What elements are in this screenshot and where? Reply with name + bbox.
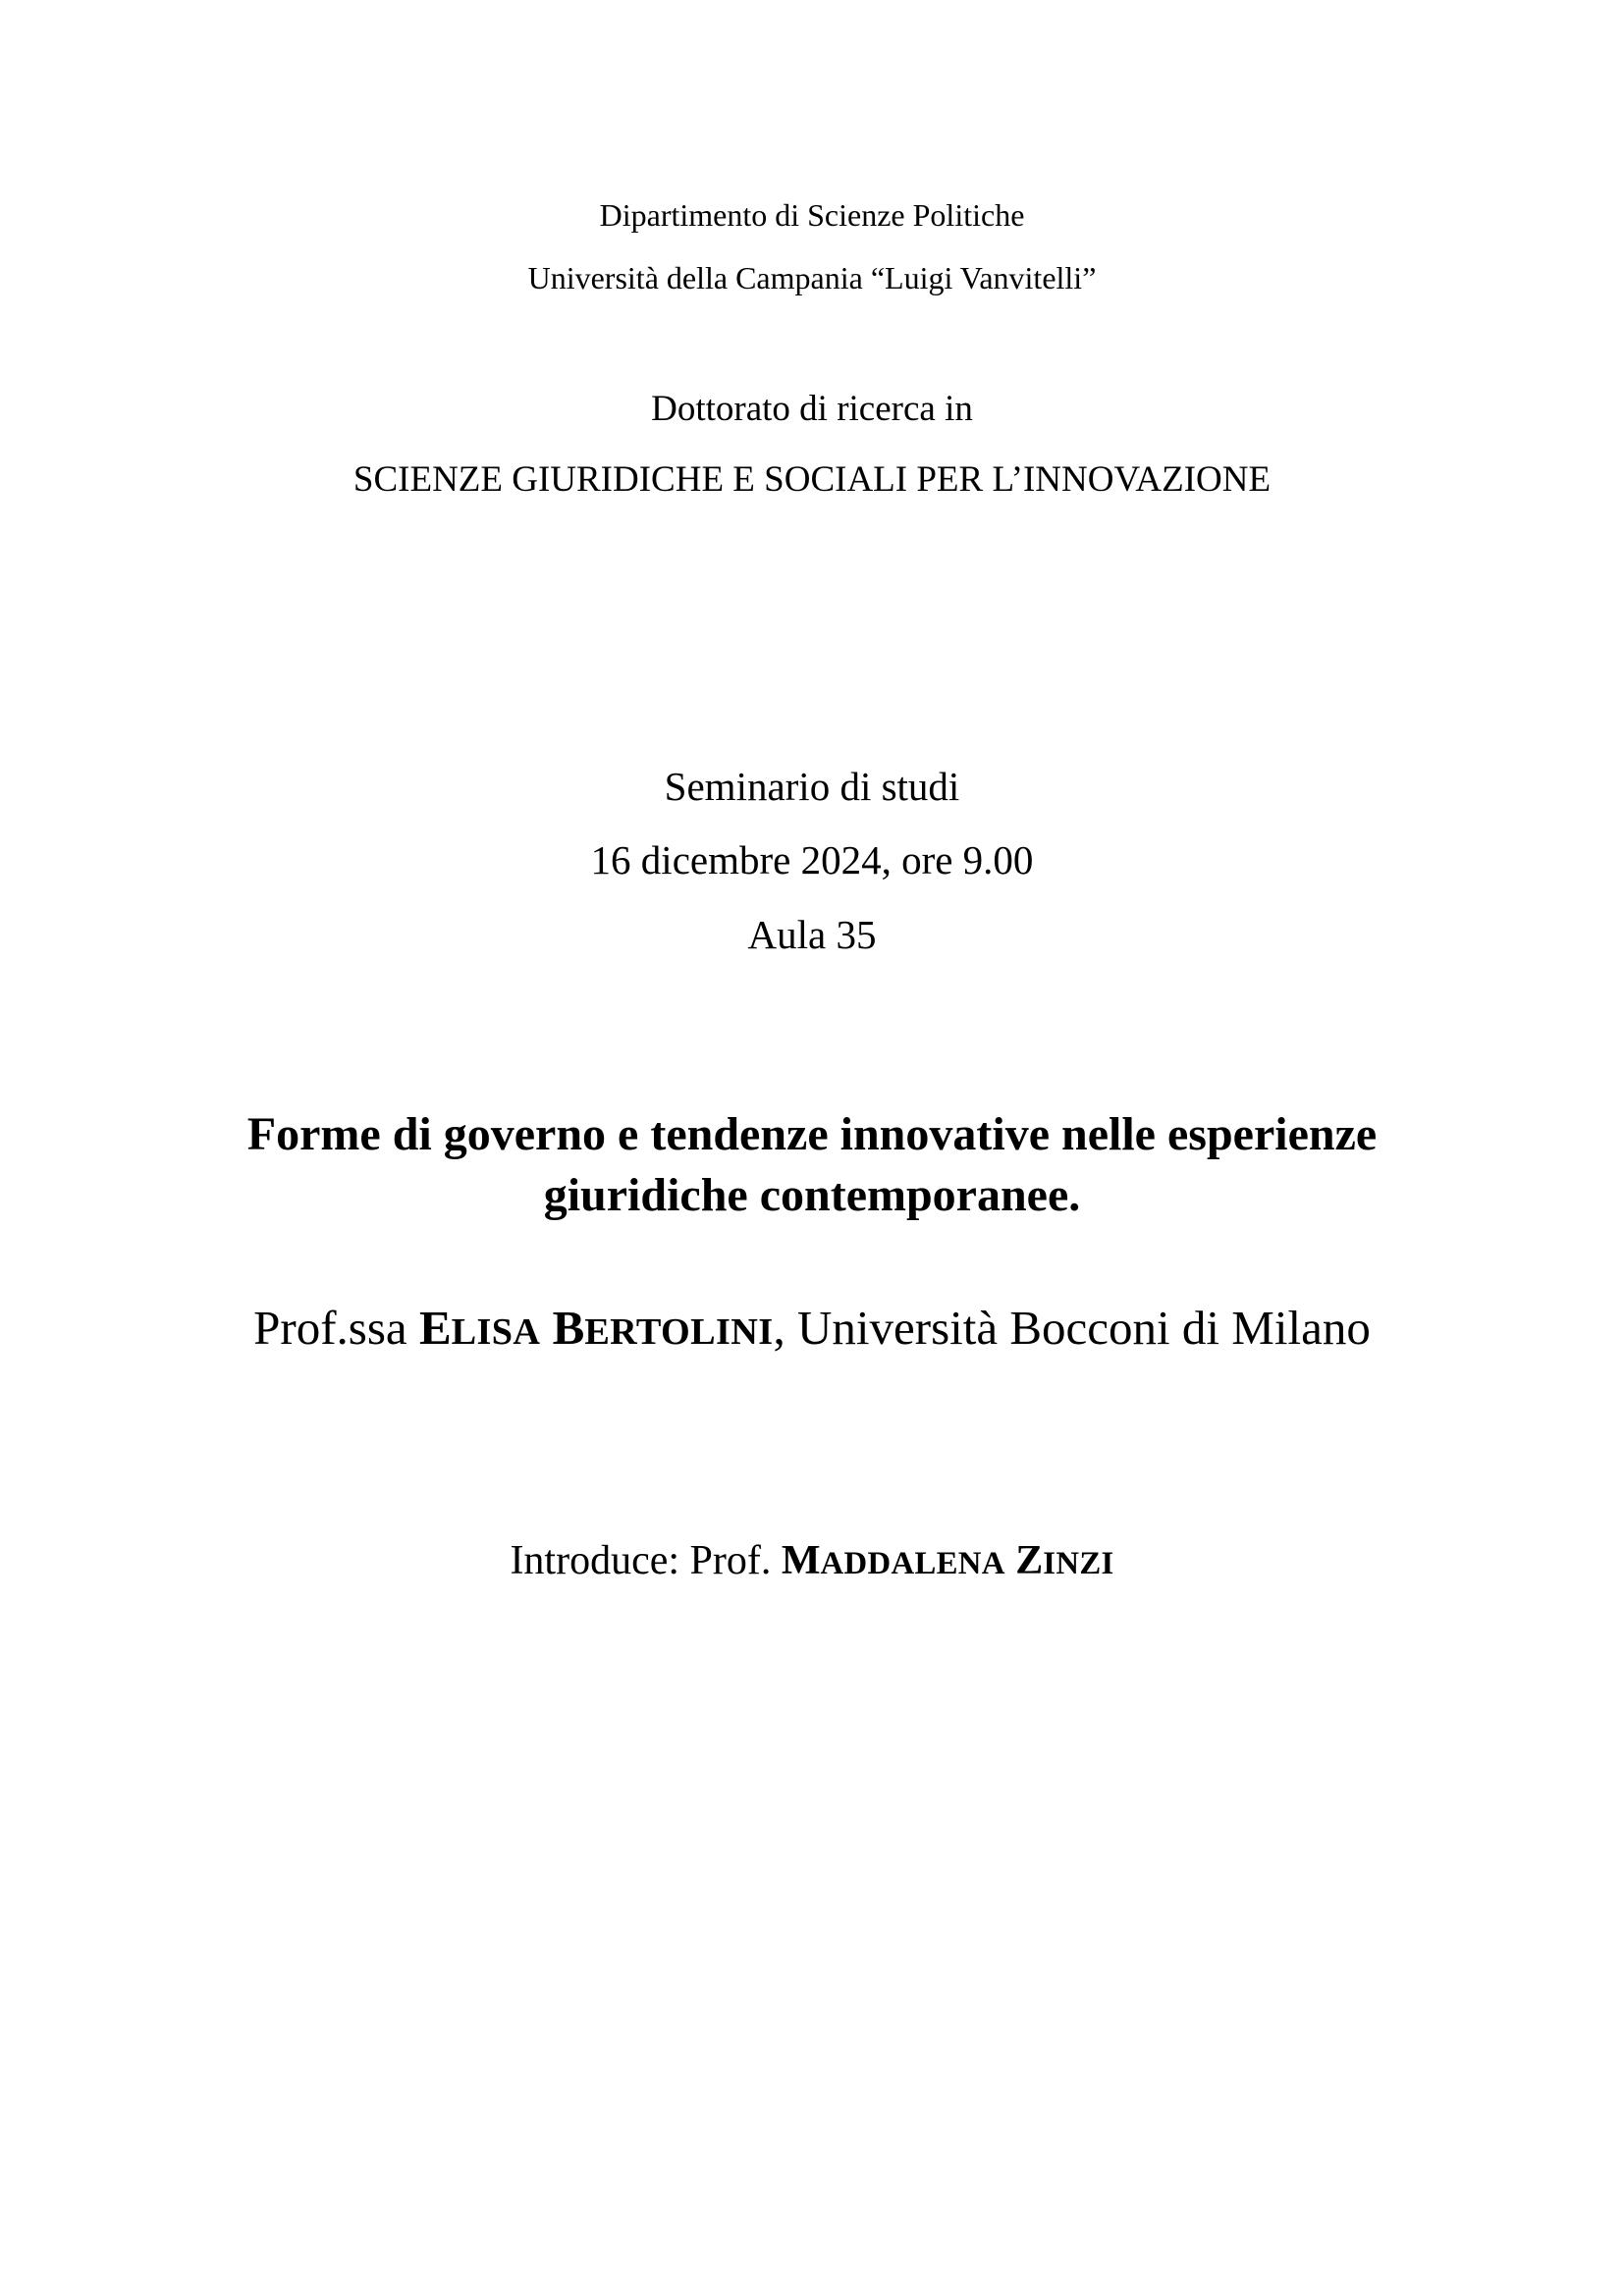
doctorate-intro: Dottorato di ricerca in — [651, 389, 973, 429]
introducer-last-initial: Z — [1015, 1538, 1044, 1583]
university-name: Università della Campania “Luigi Vanvitelli” — [527, 260, 1097, 295]
speaker-first-rest: LISA — [451, 1311, 541, 1353]
speaker-affiliation: , Università Bocconi di Milano — [773, 1301, 1371, 1355]
event-room: Aula 35 — [747, 912, 877, 957]
speaker-line — [0, 1301, 1624, 1355]
event-datetime: 16 dicembre 2024, ore 9.00 — [590, 837, 1034, 882]
introducer-last-rest: INZI — [1043, 1546, 1114, 1581]
speaker-last-rest: ERTOLINI — [584, 1311, 774, 1353]
introducer-prefix: Introduce: Prof. — [510, 1538, 782, 1583]
speaker-last-initial: B — [552, 1301, 585, 1355]
doctorate-program: SCIENZE GIURIDICHE E SOCIALI PER L’INNOVAZIONE — [352, 459, 1272, 500]
introducer-line — [0, 1540, 1624, 1581]
event-type: Seminario di studi — [664, 764, 960, 809]
department-name: Dipartimento di Scienze Politiche — [599, 197, 1025, 233]
speaker-prefix: Prof.ssa — [253, 1301, 419, 1355]
introducer-first-initial: M — [781, 1538, 821, 1583]
seminar-title-line-2: giuridiche contemporanee. — [543, 1169, 1081, 1221]
seminar-title-line-1: Forme di governo e tendenze innovative nelle esperienze — [246, 1108, 1378, 1160]
introducer-first-rest: ADDALENA — [820, 1546, 1005, 1581]
speaker-first-initial: E — [418, 1301, 452, 1355]
